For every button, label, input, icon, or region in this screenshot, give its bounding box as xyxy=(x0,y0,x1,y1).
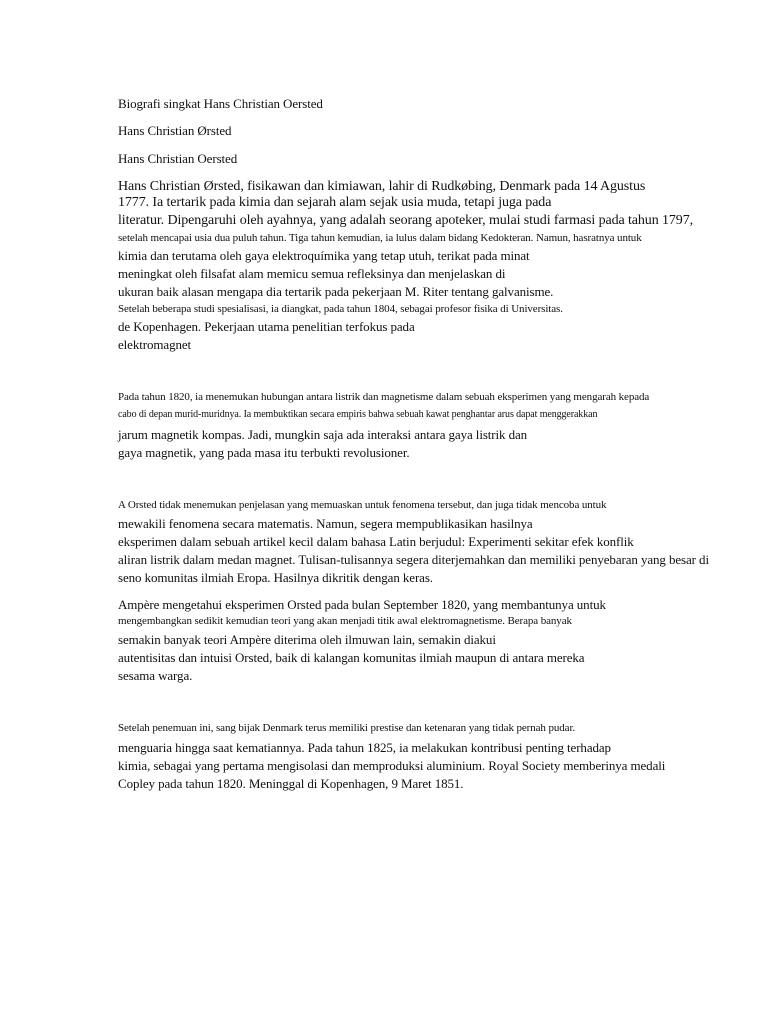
para1-line: Hans Christian Ørsted, fisikawan dan kimiawan, lahir di Rudkøbing, Denmark pada 14 Agustus xyxy=(118,179,646,194)
para2-line: cabo di depan murid-muridnya. Ia membuktikan secara empiris bahwa sebuah kawat penghantar arus dapat menggerakkan xyxy=(118,409,598,420)
para1-line: de Kopenhagen. Pekerjaan utama penelitian terfokus pada xyxy=(118,319,415,334)
para4-line: autentisitas dan intuisi Orsted, baik di kalangan komunitas ilmiah maupun di antara mereka xyxy=(118,650,585,665)
para5-line: Copley pada tahun 1820. Meninggal di Kopenhagen, 9 Maret 1851. xyxy=(118,776,464,791)
para3-line: A Orsted tidak menemukan penjelasan yang memuaskan untuk fenomena tersebut, dan juga tidak mencoba untuk xyxy=(118,499,607,511)
para1-line: setelah mencapai usia dua puluh tahun. Tiga tahun kemudian, ia lulus dalam bidang Kedokteran. Namun, hasratnya untuk xyxy=(118,232,642,244)
para3-line: eksperimen dalam sebuah artikel kecil dalam bahasa Latin berjudul: Experimenti sekitar efek konflik xyxy=(118,534,634,549)
para3-line: seno komunitas ilmiah Eropa. Hasilnya dikritik dengan keras. xyxy=(118,570,433,585)
para4-line: Ampère mengetahui eksperimen Orsted pada bulan September 1820, yang membantunya untuk xyxy=(118,597,606,612)
para4-line: mengembangkan sedikit kemudian teori yang akan menjadi titik awal elektromagnetisme. Berapa banyak xyxy=(118,615,572,627)
para5-line: menguaria hingga saat kematiannya. Pada tahun 1825, ia melakukan kontribusi penting terhadap xyxy=(118,740,611,755)
doc-title: Biografi singkat Hans Christian Oersted xyxy=(118,96,323,111)
para5-line: Setelah penemuan ini, sang bijak Denmark terus memiliki prestise dan ketenaran yang tidak pernah pudar. xyxy=(118,722,576,734)
para5-line: kimia, sebagai yang pertama mengisolasi dan memproduksi aluminium. Royal Society memberinya medali xyxy=(118,758,666,773)
para2-line: Pada tahun 1820, ia menemukan hubungan antara listrik dan magnetisme dalam sebuah eksperimen yang mengarah kepada xyxy=(118,391,650,403)
para2-line: jarum magnetik kompas. Jadi, mungkin saja ada interaksi antara gaya listrik dan xyxy=(118,427,528,442)
para4-line: sesama warga. xyxy=(118,668,193,683)
para2-line: gaya magnetik, yang pada masa itu terbukti revolusioner. xyxy=(118,445,410,460)
heading-danish-name: Hans Christian Ørsted xyxy=(118,123,232,138)
para1-line: 1777. Ia tertarik pada kimia dan sejarah alam sejak usia muda, tetapi juga pada xyxy=(118,195,552,210)
para3-line: mewakili fenomena secara matematis. Namun, segera mempublikasikan hasilnya xyxy=(118,516,533,531)
para1-line: Setelah beberapa studi spesialisasi, ia diangkat, pada tahun 1804, sebagai profesor fisika di Universitas. xyxy=(118,303,563,315)
para1-line: elektromagnet xyxy=(118,337,192,352)
para1-line: kimia dan terutama oleh gaya elektroquímika yang tetap utuh, terikat pada minat xyxy=(118,248,530,263)
heading-name: Hans Christian Oersted xyxy=(118,151,238,166)
para1-line: ukuran baik alasan mengapa dia tertarik pada pekerjaan M. Riter tentang galvanisme. xyxy=(118,284,554,299)
para1-line: meningkat oleh filsafat alam memicu semua refleksinya dan menjelaskan di xyxy=(118,266,506,281)
para3-line: aliran listrik dalam medan magnet. Tulisan-tulisannya segera diterjemahkan dan memiliki penyebaran yang besar di xyxy=(118,552,709,567)
para1-line: literatur. Dipengaruhi oleh ayahnya, yang adalah seorang apoteker, mulai studi farmasi pada tahun 1797, xyxy=(118,213,694,228)
para4-line: semakin banyak teori Ampère diterima oleh ilmuwan lain, semakin diakui xyxy=(118,632,496,647)
